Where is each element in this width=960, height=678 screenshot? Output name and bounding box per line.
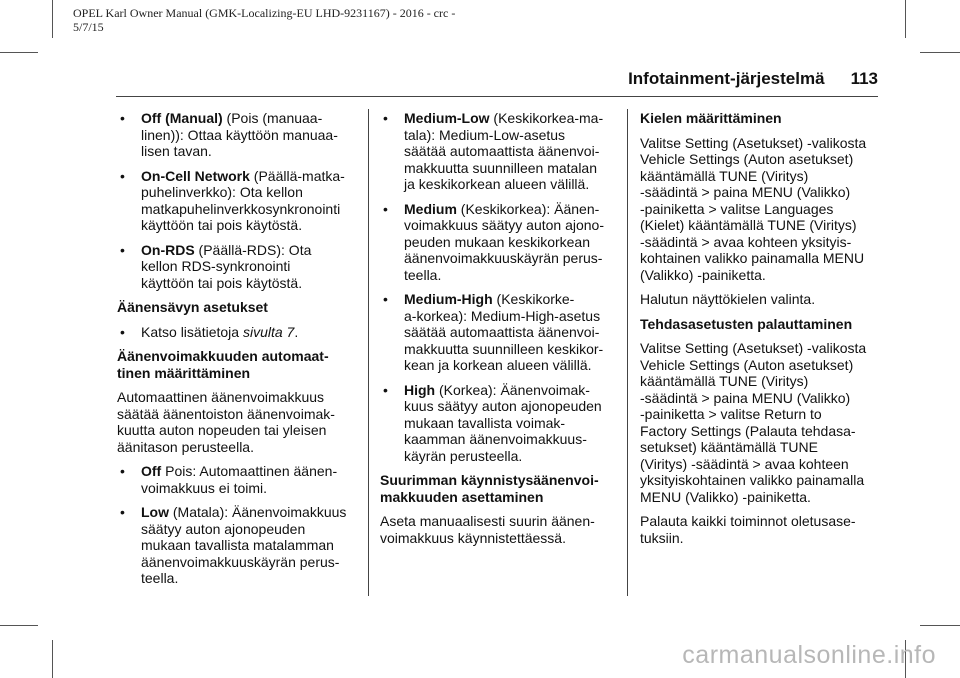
option-description: (Keskikorkea): Äänen- voimakkuus säätyy auton ajono- peuden mukaan keskikorkean äänenvoimakkuuskäyrän perus- teella. <box>404 200 604 283</box>
option-term: Medium-High <box>404 291 493 307</box>
bullet: • <box>383 381 388 398</box>
crop-mark-top-left-v <box>52 0 53 38</box>
column-1 <box>117 110 359 595</box>
watermark: carmanualsonline.info <box>682 641 936 669</box>
paragraph: Halutun näyttökielen valinta. <box>640 291 816 307</box>
paragraph: Automaattinen äänenvoimakkuus säätää äänentoiston äänenvoimak- kuutta auton nopeuden tai yleisen äänitason perusteella. <box>117 389 335 455</box>
list-item <box>117 168 359 234</box>
paragraph: Palauta kaikki toiminnot oletusase- tuksiin. <box>640 513 856 546</box>
option-term: Off (Manual) <box>141 110 223 126</box>
option-description: (Pois (manuaa- linen)): Ottaa käyttöön manuaa- lisen tavan. <box>141 110 338 159</box>
option-term: On-RDS <box>141 241 195 258</box>
list-item <box>380 291 612 374</box>
column-divider-2 <box>627 109 628 596</box>
option-description: (Keskikorkea-ma- tala): Medium-Low-asetus säätää automaattista äänenvoi- makkuutta suunnilleen matalan ja keskikorkean alueen välillä. <box>404 110 604 192</box>
header-rule <box>116 96 878 97</box>
option-description: (Korkea): Äänenvoimak- kuus säätyy auton ajonopeuden mukaan tavallista voimak- kaamman äänenvoimakkuus- käyrän perusteella. <box>404 381 602 464</box>
page-number: 113 <box>850 69 878 88</box>
section-heading-startup-volume: Suurimman käynnistysäänenvoi- makkuuden asettaminen <box>380 472 599 505</box>
bullet: • <box>120 323 125 340</box>
crop-mark-bottom-left-v <box>52 640 53 678</box>
page-reference-link[interactable]: sivulta 7 <box>242 323 295 340</box>
paragraph: Valitse Setting (Asetukset) -valikosta Vehicle Settings (Auton asetukset) kääntämällä TUNE (Viritys) -säädintä > paina MENU (Valikko) -painiketta > valitse Return to Factory Settings (Palauta tehdasa- setukset) kääntämällä TUNE (Viritys) -säädintä > avaa kohteen yksityiskohtainen valikko painamalla MENU (Valikko) -painiketta. <box>640 340 867 505</box>
bullet: • <box>120 463 125 479</box>
crop-mark-top-right-h <box>920 52 960 53</box>
page-header <box>500 69 878 89</box>
section-heading-avc: Äänenvoimakkuuden automaat- tinen määrittäminen <box>117 348 329 381</box>
option-term: Low <box>141 504 169 520</box>
bullet: • <box>383 291 388 307</box>
crop-mark-top-right-v <box>905 0 906 38</box>
list-item <box>380 201 612 284</box>
option-description: (Keskikorke- a-korkea): Medium-High-asetus säätää automaattista äänenvoi- makkuutta suunnilleen keskikor- kean ja korkean alueen välillä. <box>404 291 604 373</box>
bullet: • <box>120 241 125 258</box>
option-term: High <box>404 381 436 398</box>
option-term: Medium <box>404 200 457 217</box>
column-2 <box>380 110 612 554</box>
bullet: • <box>120 504 125 520</box>
option-description: Pois: Automaattinen äänen- voimakkuus ei toimi. <box>141 463 338 496</box>
section-heading-language: Kielen määrittäminen <box>640 110 782 126</box>
column-divider-1 <box>368 109 369 596</box>
list-item <box>380 110 612 193</box>
item-text: Katso lisätietoja <box>141 323 243 340</box>
paragraph: Valitse Setting (Asetukset) -valikosta Vehicle Settings (Auton asetukset) kääntämällä TUNE (Viritys) -säädintä > paina MENU (Valikko) -painiketta > valitse Languages (Kielet) kääntämällä TUNE (Viritys) -säädintä > avaa kohteen yksityis- kohtainen valikko painamalla MENU (Valikko) -painiketta. <box>640 134 867 283</box>
paragraph: Aseta manuaalisesti suurin äänen- voimakkuus käynnistettäessä. <box>380 513 595 546</box>
list-item <box>117 110 359 160</box>
bullet: • <box>383 200 388 217</box>
crop-mark-bottom-right-h <box>920 625 960 626</box>
list-item <box>380 382 612 465</box>
crop-mark-bottom-left-h <box>0 625 38 626</box>
bullet: • <box>120 167 125 184</box>
option-description: (Päällä-RDS): Ota kellon RDS-synkronointi käyttöön tai pois käytöstä. <box>141 241 312 291</box>
bullet: • <box>120 110 125 126</box>
section-heading-factory-reset: Tehdasasetusten palauttaminen <box>640 315 853 332</box>
section-heading-tone: Äänensävyn asetukset <box>117 299 268 315</box>
option-term: Off <box>141 463 162 479</box>
list-item <box>117 324 359 341</box>
page-title: Infotainment-järjestelmä <box>628 69 825 88</box>
list-item <box>117 242 359 292</box>
item-text-end: . <box>294 323 299 340</box>
crop-mark-top-left-h <box>0 52 38 53</box>
list-item <box>117 463 359 496</box>
document-header: OPEL Karl Owner Manual (GMK-Localizing-EU LHD-9231167) - 2016 - crc - 5/7/15 <box>73 6 456 34</box>
option-term: On-Cell Network <box>141 167 250 184</box>
list-item <box>117 504 359 587</box>
option-description: (Päällä-matka- puhelinverkko): Ota kellon matkapuhelinverkkosynkronointi käyttöön tai pois käytöstä. <box>141 167 345 233</box>
bullet: • <box>383 110 388 126</box>
option-description: (Matala): Äänenvoimakkuus säätyy auton ajonopeuden mukaan tavallista matalamman äänenvoimakkuuskäyrän perus- teella. <box>141 504 347 586</box>
option-term: Medium-Low <box>404 110 490 126</box>
column-3 <box>640 110 880 554</box>
